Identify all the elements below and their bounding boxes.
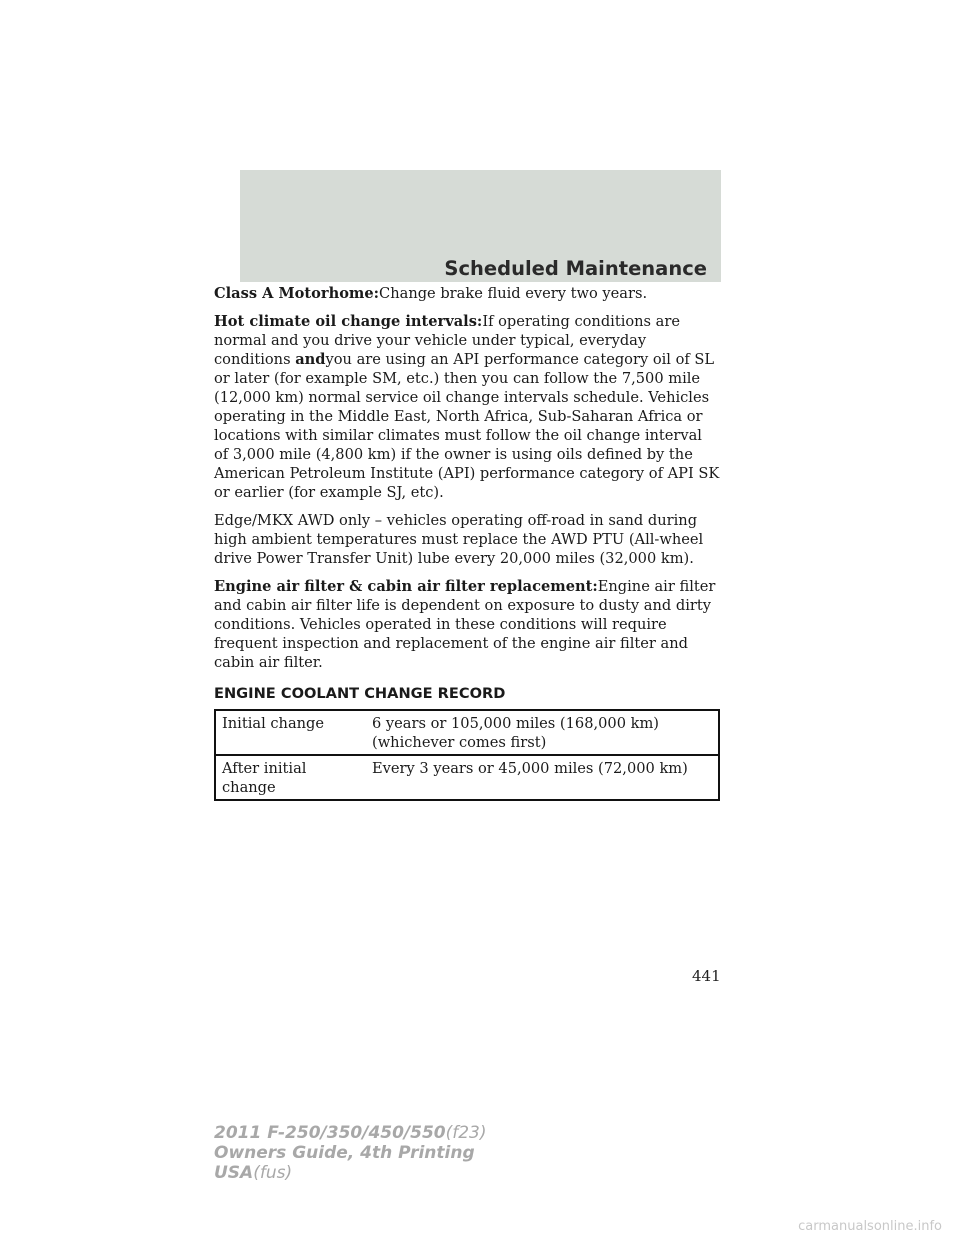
footer-market: USA [214, 1163, 254, 1183]
coolant-record-heading: ENGINE COOLANT CHANGE RECORD [214, 685, 506, 702]
footer-model-line [214, 1123, 487, 1143]
site-watermark: carmanualsonline.info [798, 1219, 942, 1234]
footer-market-line [214, 1163, 487, 1183]
table-cell-value [366, 710, 719, 755]
paragraph-text: Engine air filter and cabin air filter life is dependent on exposure to dusty and dirty conditions. Vehicles operated in these conditions will require frequent inspection and replacement of the engine air filter and cabin air filter. [214, 578, 716, 671]
paragraph-label: Engine air filter & cabin air filter replacement: [214, 578, 598, 595]
table-cell-line: 6 years or 105,000 miles (168,000 km) [372, 715, 659, 732]
footer-model: 2011 F-250/350/450/550 [214, 1123, 446, 1143]
footer-market-code: (fus) [253, 1163, 293, 1183]
paragraph-class-a-motorhome [214, 284, 720, 303]
paragraph-emphasis: and [295, 351, 326, 368]
paragraph-text: Change brake fluid every two years. [379, 285, 648, 302]
section-title: Scheduled Maintenance [444, 257, 707, 280]
page-content [214, 284, 720, 801]
table-cell-label: After initial change [215, 755, 366, 800]
paragraph-edge-mkx: Edge/MKX AWD only – vehicles operating off-road in sand during high ambient temperatures must replace the AWD PTU (All-wheel drive Power Transfer Unit) lube every 20,000 miles (32,000 km). [214, 512, 704, 567]
paragraph-hot-climate [214, 312, 720, 502]
footer-guide: Owners Guide, 4th Printing [214, 1143, 475, 1163]
paragraph-text: If operating conditions are normal and you drive your vehicle under typical, everyday conditions [214, 313, 680, 368]
table-row [215, 755, 719, 800]
table-cell-label: Initial change [215, 710, 366, 755]
paragraph-label: Hot climate oil change intervals: [214, 313, 483, 330]
coolant-record-table [214, 709, 720, 801]
section-header [240, 170, 721, 282]
page-number: 441 [692, 967, 721, 985]
table-row [215, 710, 719, 755]
paragraph-text: you are using an API performance category oil of SL or later (for example SM, etc.) then you can follow the 7,500 mile (12,000 km) normal service oil change intervals schedule. Vehicles operating in the Middle East, North Africa, Sub-Saharan Africa or locations with similar climates must follow the oil change interval of 3,000 mile (4,800 km) if the owner is using oils defined by the American Petroleum Institute (API) performance category of API SK or earlier (for example SJ, etc). [214, 351, 720, 501]
table-cell-value: Every 3 years or 45,000 miles (72,000 km) [366, 755, 719, 800]
document-footer [214, 1123, 487, 1183]
table-cell-line: (whichever comes first) [372, 734, 547, 751]
paragraph-air-filter [214, 577, 720, 672]
paragraph-label: Class A Motorhome: [214, 285, 380, 302]
footer-model-code: (f23) [445, 1123, 487, 1143]
